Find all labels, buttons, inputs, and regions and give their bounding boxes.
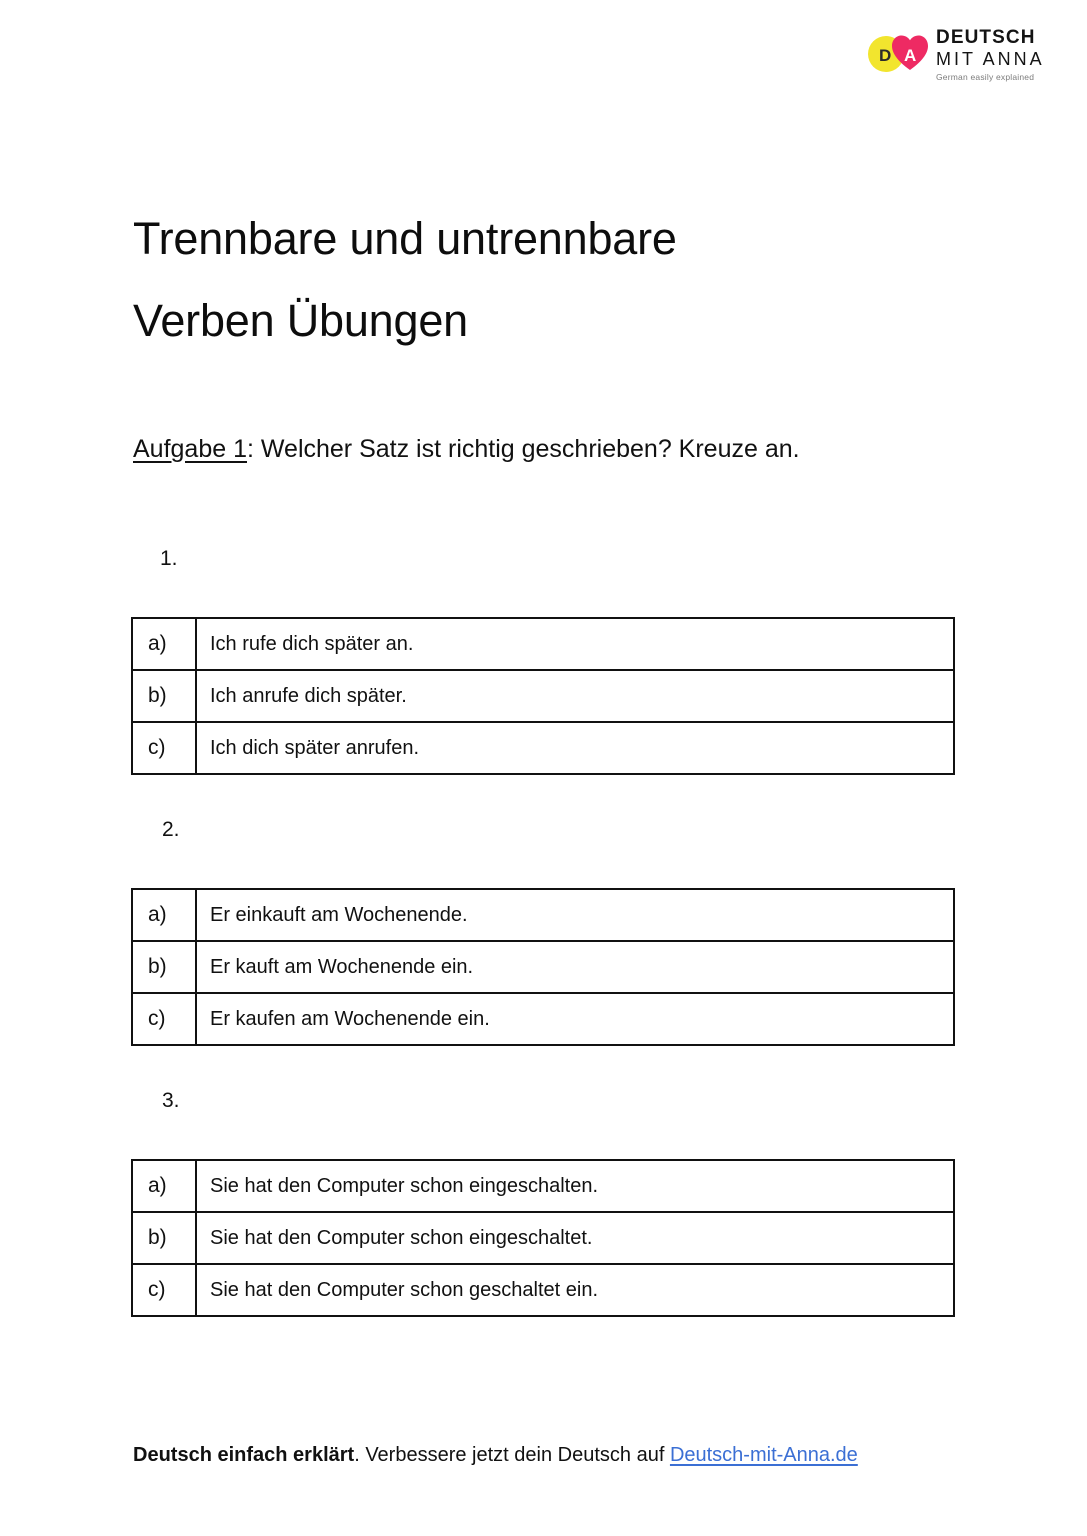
option-key: b) [132,941,196,993]
option-text[interactable]: Er kaufen am Wochenende ein. [196,993,954,1045]
question-block-3 [0,1090,1087,1317]
page-title-line-2: Verben Übungen [133,295,468,347]
question-number-3: 3. [162,1089,180,1112]
page-title [133,198,923,362]
option-key: a) [132,618,196,670]
option-key: c) [132,722,196,774]
footer-website-link[interactable]: Deutsch-mit-Anna.de [669,1444,858,1466]
option-key: c) [132,1264,196,1316]
table-row[interactable] [132,993,954,1045]
option-text[interactable]: Ich anrufe dich später. [196,670,954,722]
logo-line-deutsch: DEUTSCH [936,27,1036,48]
option-text[interactable]: Ich dich später anrufen. [196,722,954,774]
brand-logo [868,26,1058,88]
table-row[interactable] [132,722,954,774]
logo-mark [868,30,930,76]
question-block-1 [0,548,1087,775]
page-title-line-1: Trennbare und untrennbare [133,213,677,265]
table-row[interactable] [132,941,954,993]
options-table-1 [131,617,955,775]
option-key: b) [132,670,196,722]
option-key: a) [132,889,196,941]
question-number-2: 2. [162,818,180,841]
option-text[interactable]: Sie hat den Computer schon geschaltet ein. [196,1264,954,1316]
task-prompt [133,427,945,472]
table-row[interactable] [132,889,954,941]
option-key: a) [132,1160,196,1212]
table-row[interactable] [132,670,954,722]
option-text[interactable]: Sie hat den Computer schon eingeschaltet. [196,1212,954,1264]
table-row[interactable] [132,1212,954,1264]
table-row[interactable] [132,618,954,670]
option-text[interactable]: Sie hat den Computer schon eingeschalten. [196,1160,954,1212]
logo-letter-d: D [879,46,892,65]
logo-tagline: German easily explained [936,71,1035,82]
table-row[interactable] [132,1160,954,1212]
question-number-1: 1. [160,547,178,570]
option-key: c) [132,993,196,1045]
task-text: : Welcher Satz ist richtig geschrieben? Kreuze an. [247,435,800,463]
options-table-3 [131,1159,955,1317]
footer-bold-text: Deutsch einfach erklärt [133,1444,355,1466]
option-text[interactable]: Er kauft am Wochenende ein. [196,941,954,993]
logo-line-mit-anna: MIT ANNA [936,48,1045,69]
question-block-2 [0,819,1087,1046]
footer-middle-text: . Verbessere jetzt dein Deutsch auf [354,1444,670,1466]
option-text[interactable]: Ich rufe dich später an. [196,618,954,670]
task-label: Aufgabe 1 [133,435,247,463]
option-text[interactable]: Er einkauft am Wochenende. [196,889,954,941]
page-footer [133,1441,858,1469]
option-key: b) [132,1212,196,1264]
table-row[interactable] [132,1264,954,1316]
logo-wordmark [936,26,1045,82]
options-table-2 [131,888,955,1046]
logo-letter-a: A [904,46,917,65]
